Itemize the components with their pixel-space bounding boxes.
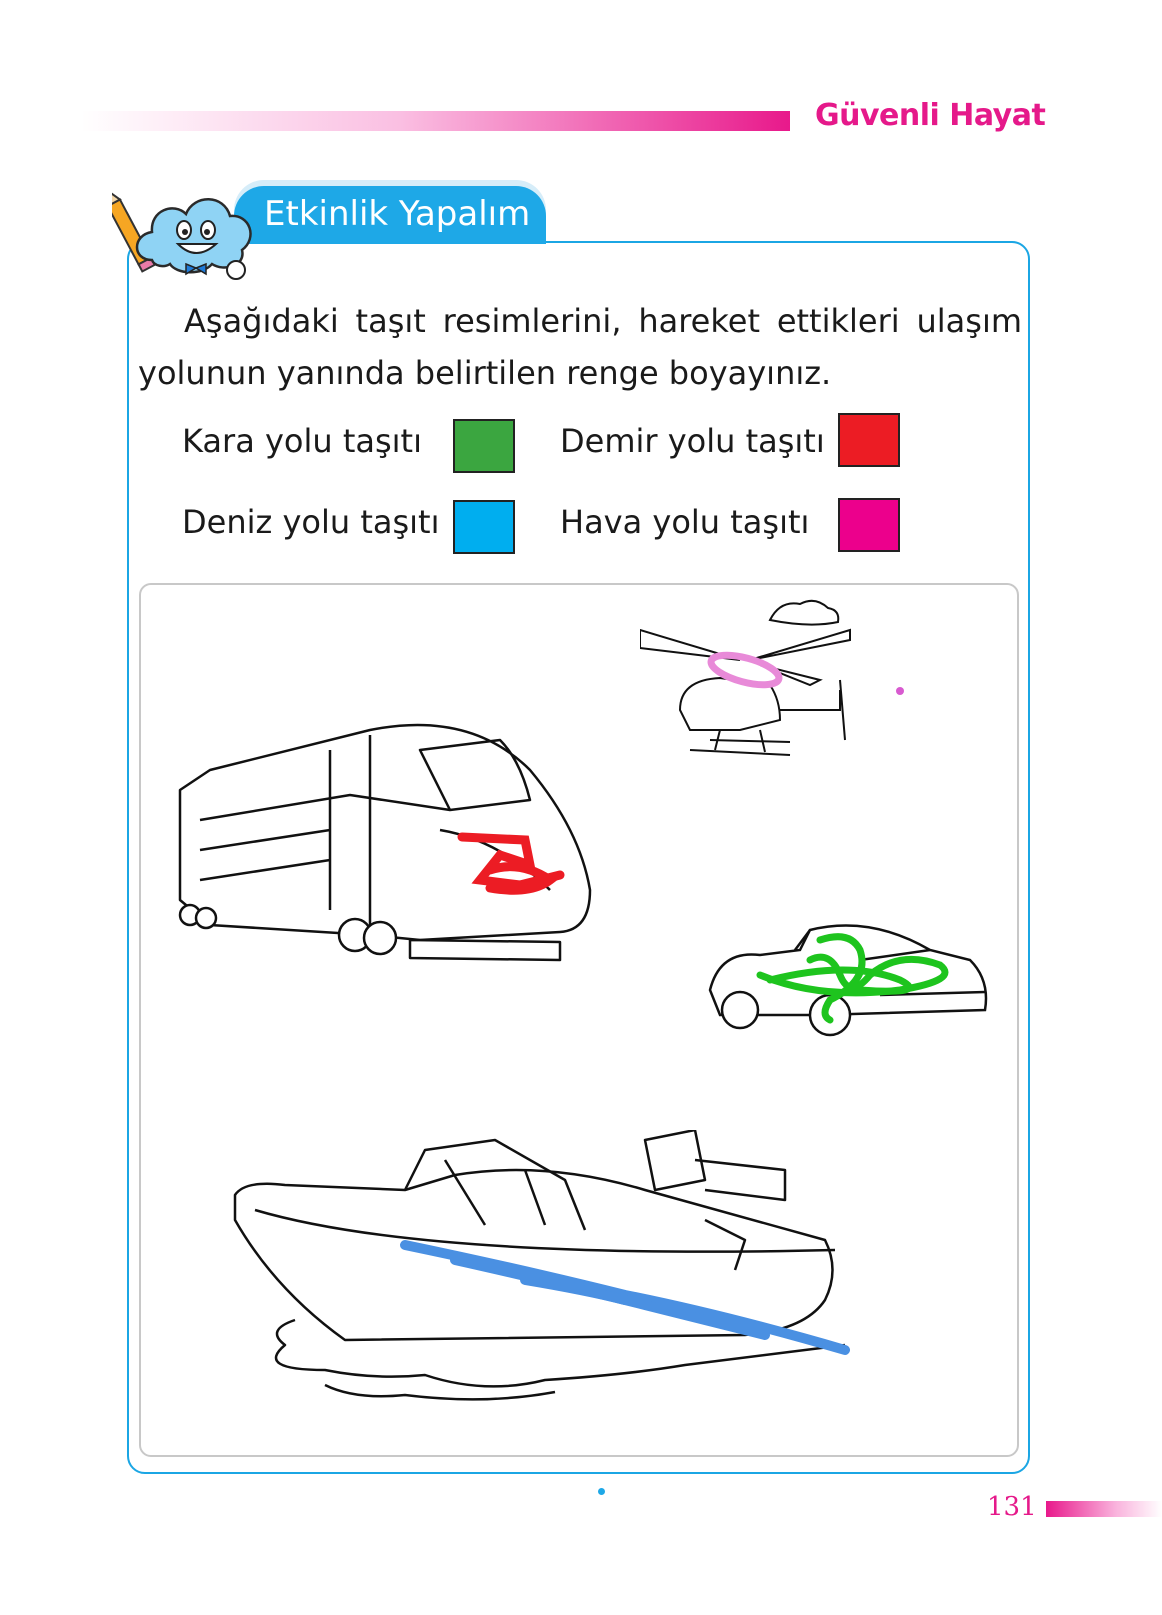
instructions-text: Aşağıdaki taşıt resimlerini, hareket ettikleri ulaşım yolunun yanında belirtilen renge boyayınız. bbox=[138, 302, 1022, 392]
legend-label-sea: Deniz yolu taşıtı bbox=[182, 503, 440, 541]
legend-label-air: Hava yolu taşıtı bbox=[560, 503, 810, 541]
swatch-red bbox=[838, 413, 900, 467]
footer-gradient-bar bbox=[1046, 1501, 1162, 1517]
center-dot bbox=[598, 1488, 605, 1495]
boat-drawing bbox=[225, 1130, 865, 1430]
legend-label-rail: Demir yolu taşıtı bbox=[560, 422, 825, 460]
swatch-pink bbox=[838, 498, 900, 552]
header-gradient-bar bbox=[80, 111, 790, 131]
page-number: 131 bbox=[987, 1492, 1037, 1522]
stray-dot bbox=[896, 687, 904, 695]
activity-tab-label: Etkinlik Yapalım bbox=[264, 194, 531, 234]
swatch-blue bbox=[453, 500, 515, 554]
swatch-green bbox=[453, 419, 515, 473]
car-drawing bbox=[700, 920, 1000, 1050]
section-title: Güvenli Hayat bbox=[815, 98, 1046, 133]
train-drawing bbox=[170, 710, 610, 970]
legend-label-road: Kara yolu taşıtı bbox=[182, 422, 422, 460]
helicopter-drawing bbox=[640, 590, 890, 790]
cloud-mascot-icon bbox=[112, 180, 262, 290]
